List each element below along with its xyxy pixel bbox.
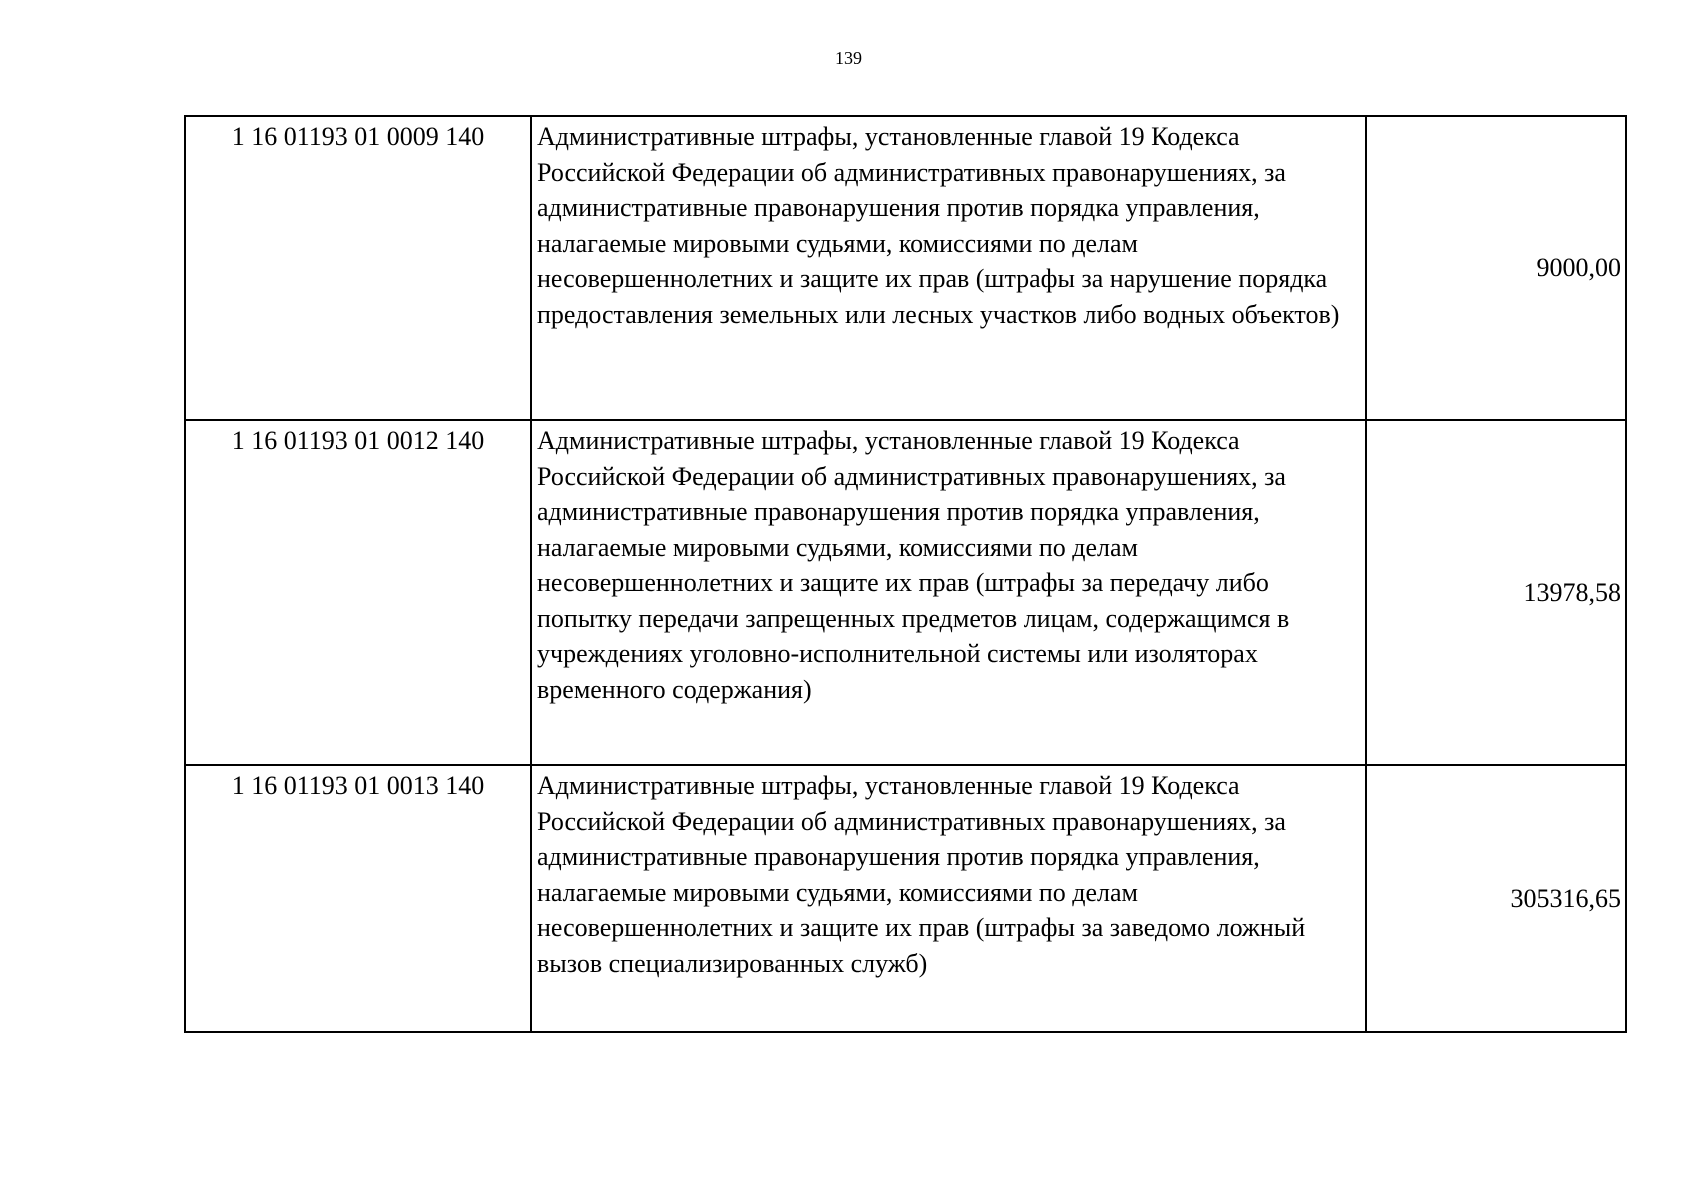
budget-revenue-table bbox=[184, 115, 1627, 1033]
budget-code-cell: 1 16 01193 01 0012 140 bbox=[185, 420, 531, 765]
table-row bbox=[185, 420, 1626, 765]
description-cell: Административные штрафы, установленные главой 19 Кодекса Российской Федерации об административных правонарушениях, за административные правонарушения против порядка управления, налагаемые мировыми судьями, комиссиями по делам несовершеннолетних и защите их прав (штрафы за заведомо ложный вызов специализированных служб) bbox=[531, 765, 1366, 1032]
table-row bbox=[185, 765, 1626, 1032]
description-cell: Административные штрафы, установленные главой 19 Кодекса Российской Федерации об административных правонарушениях, за административные правонарушения против порядка управления, налагаемые мировыми судьями, комиссиями по делам несовершеннолетних и защите их прав (штрафы за нарушение порядка предоставления земельных или лесных участков либо водных объектов) bbox=[531, 116, 1366, 420]
table-row bbox=[185, 116, 1626, 420]
page-number: 139 bbox=[835, 48, 862, 68]
sum-cell: 13978,58 bbox=[1366, 420, 1626, 765]
sum-cell: 9000,00 bbox=[1366, 116, 1626, 420]
budget-code-cell: 1 16 01193 01 0013 140 bbox=[185, 765, 531, 1032]
budget-code-cell: 1 16 01193 01 0009 140 bbox=[185, 116, 531, 420]
description-cell: Административные штрафы, установленные главой 19 Кодекса Российской Федерации об административных правонарушениях, за административные правонарушения против порядка управления, налагаемые мировыми судьями, комиссиями по делам несовершеннолетних и защите их прав (штрафы за передачу либо попытку передачи запрещенных предметов лицам, содержащимся в учреждениях уголовно-исполнительной системы или изоляторах временного содержания) bbox=[531, 420, 1366, 765]
sum-cell: 305316,65 bbox=[1366, 765, 1626, 1032]
